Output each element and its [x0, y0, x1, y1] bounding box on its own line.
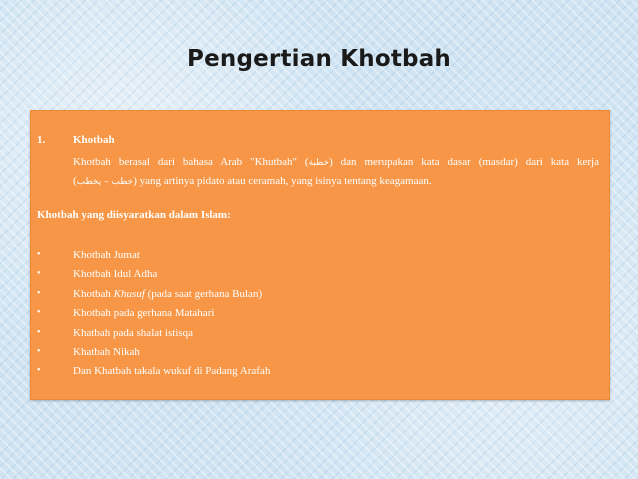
list-item-text: Khatbah Nikah — [73, 345, 140, 358]
list-item-text: Khatbah pada shalat istisqa — [73, 326, 194, 339]
bullet-icon: • — [37, 287, 41, 299]
definition-text: ) yang artinya pidato atau ceramah, yang isinya tentang keagamaan. — [133, 175, 432, 187]
definition-text: ( — [73, 175, 77, 187]
list-item-text: Khotbah pada gerhana Matahari — [73, 307, 215, 320]
bullet-icon: • — [37, 307, 41, 319]
bullet-icon: • — [37, 326, 41, 338]
definition-text: ) dan merupakan kata dasar (masdar) dari kata kerja — [329, 156, 599, 168]
list-item-italic-text: Khusuf — [113, 287, 145, 300]
list-item-text: Dan Khatbah takala wukuf di Padang Arafah — [73, 365, 271, 378]
list-item-text: Khotbah Idul Adha — [73, 268, 158, 281]
bullet-icon: • — [37, 268, 41, 280]
slide-title: Pengertian Khotbah — [187, 46, 451, 72]
definition-text: Khotbah berasal dari bahasa Arab "Khutbah" ( — [73, 156, 309, 168]
bullet-icon: • — [37, 345, 41, 357]
definition-line-1 — [73, 156, 599, 168]
list-item-text — [73, 287, 262, 301]
subheading: Khotbah yang diisyaratkan dalam Islam: — [37, 209, 231, 221]
list-item-text: Khotbah Jumat — [73, 249, 140, 261]
arabic-text: خطب – يخطب — [76, 177, 134, 187]
list-item-text-part: Khotbah — [73, 287, 114, 300]
content-box — [30, 110, 610, 400]
list-item-text-part: (pada saat gerhana Bulan) — [144, 287, 263, 300]
arabic-text: خطبة — [308, 158, 330, 168]
bullet-icon: • — [37, 249, 41, 260]
item-number: 1. — [37, 134, 46, 146]
item-heading: Khotbah — [73, 134, 115, 146]
bullet-icon: • — [37, 365, 41, 377]
definition-line-2 — [73, 175, 599, 187]
